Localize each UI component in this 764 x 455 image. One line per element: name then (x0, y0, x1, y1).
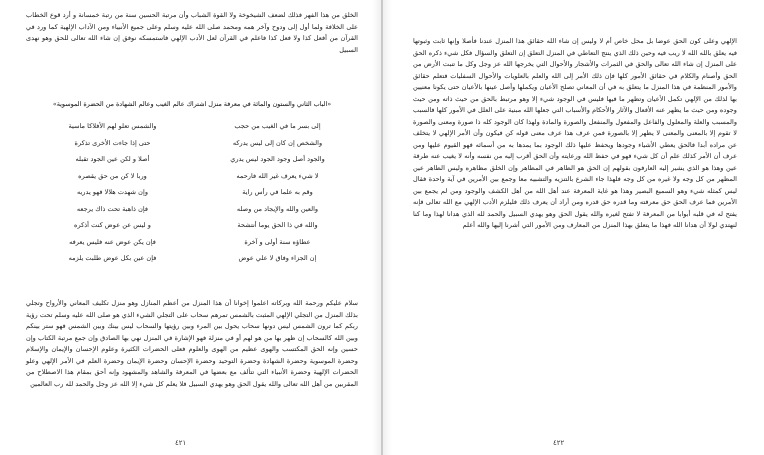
page-number: ٤٢٢ (553, 439, 565, 447)
verse-hemistich-left: وربا لا كن من حق يقصره (78, 171, 147, 180)
verse-line (40, 201, 350, 218)
verse-hemistich-right: وقم به علما في رأس راية (242, 188, 313, 196)
verse-line (40, 184, 350, 201)
verse-line (40, 168, 350, 185)
verse-line (40, 151, 350, 168)
poem (40, 118, 350, 267)
left-paragraph-top: الخلق من هذا الفهر فذلك لضعف الشيخوخة ولا القوة الشباب وأن مرتبة الحسين سنة من رتبة خمسانة و أرد قوع الخطاب على الخلافة ولما أول إلى ودوح وآخر همه ومحمد صلى الله عليه وسلم وعلى جميع الأنبياء ومن الآداب الإلهية كما ورد في القرآن من أفعل كذا ولا فعل كذا فاعلم في القرآن لعل الأدب الإلهي فاستمسكه نوفق إن شاء الله تعالى للحق وهو نهدى السبيل (26, 11, 358, 54)
verse-hemistich-left: حتى إذا جاءت الأخرى تذكرة (74, 138, 151, 147)
verse-hemistich-right: إن الجزاء وفاق لا علي عوض (238, 254, 317, 262)
verse-hemistich-right: إلى بسر ما في الغيب من حجب (234, 122, 321, 130)
verse-hemistich-left: وإن شهدت هلالا فهو يدريه (76, 188, 149, 196)
verse-hemistich-left: و ليس عن عوض كنت أذكره (74, 221, 151, 229)
verse-hemistich-right: عطاؤه سنة أولى و آخرة (244, 237, 311, 246)
verse-hemistich-left: فإن ذاهبة تحت ذاك يرجعه (76, 204, 149, 213)
verse-hemistich-right: والشخص إن كان إلى ليس يدركه (232, 138, 323, 147)
left-paragraph-bottom: سلام عليكم ورحمة الله وبركاته اعلموا إخوانا أن هذا المنزل من أعظم المنازل وهو منزل تكليف المعاني والأرواح وتجلي بذلك المنزل من التجلي الإلهي المثبت بالشمس تمرهم سحاب على التجلي الشيء الذي هو صلى الله عليه وسلم تحت رؤية ربكم كما ترون الشمس ليس دونها سحاب يحول بين المرء وبين رؤيتها والسحاب ليس بينك وبين الشمس فهو ستر بينكم وبين الله كالسحاب إن ظهر بها من هو لهم أو في منزلة فهو الإشارة في المنزل نهي بها الصادق وإن جمع مرتبة الكتاب وإن حسين وإنه الحق المكتسب والهوى عظيم من الهوى والعلوم فعلى الحضرات الكثيرة وعلوم الإحسان والإيمان والإسلام وحضرة الموسوية وحضرة الشهادة وحضرة التوحيد وحضرة الإحسان وحضرة الإيمان وحضرة العلم في الأمر الإلهي وعلو الحضرات الإلهية وحضرة الأنبياء التي تتألف مع بعضها في المعرفة والشاهد والمشهود وإنه أحق بمقام هذا الاصطلاح من المقربين من أهل الله تعالى والله يقول الحق وهو يهدي السبيل فلا يعلم كل شيء إلا الله عز وجل والحمد لله رب العالمين (26, 299, 358, 388)
verse-hemistich-left: فإن يكن عوض عنه فليس يعرفه (69, 237, 156, 246)
verse-line (40, 135, 350, 152)
verse-hemistich-right: والعين والله والإيجاد من وصله (236, 204, 319, 213)
left-page (0, 0, 381, 455)
verse-hemistich-left: أصلا و لكن عين الجود تقبله (75, 155, 150, 163)
right-page (383, 0, 764, 455)
verse-hemistich-right: والجود أصل وجود الجود ليس يدري (230, 155, 325, 163)
poem-heading: «الباب الثاني والستون والمائة في معرفة منزل اشتراك عالم الغيب وعالم الشهادة من الحضرة الموسوية» (52, 100, 332, 108)
verse-line (40, 118, 350, 135)
verse-line (40, 217, 350, 234)
verse-hemistich-right: لا شيء يعرف غير الله فارحمه (236, 171, 319, 180)
verse-hemistich-left: والشمس تعلو لهم الأفلاكا ماسية (68, 122, 157, 130)
verse-hemistich-left: فإن عين بكل عوض طلبت يلزمه (68, 254, 157, 262)
right-paragraph: الإلهي وعلى كون الحق عوضا بل محل خاص أم لا وليس إن شاء الله حقائق هذا المنزل عندنا فأصلا وإنها ثابت وثبوتها فيه يعلق بالله الله لا ريب فيه وحين ذلك الذي ينتج التعاطي في المنزل التعلق إن التعلق والسؤال فكل شيء ذكره الحق على المنزل إن شاء الله تعالى والحق في الثمرات والأشجار والأحوال التي يخرجها الله عز وجل وكل ما تنبت الأرض من الحق وأصنام والكلام في حقائق الأمور كلها فإن ذلك الأمر إلى الله والعلم بالعلويات والأحوال السفليات فتعلم حقائق والأمور المنظمة في هذا المنزل ما يتعلق به في أن المعاني تصلح الأعيان ويكملها وأصل عينها بالأعيان حتى يكونا معنيين بها لذلك من الإلهي تكمل الأعيان وتظهر ما فيها فليس في الوجود شيء إلا وهو مرتبط بالحق من حيث ذاته ومن حيث وجوده ومن حيث ما يظهر عنه الأفعال والآثار والأحكام والأسباب التي جعلها الله مبنية على العلل في الأمور كلها فالسبب والمسبب والعلة والمعلول والفاعل والمفعول والمنفعل والصورة والمادة ولهذا كان الوجود كله ذا صورة ومعنى والصورة لا تقوم إلا بالمعنى والمعنى لا يظهر إلا بالصورة فمن عرف هذا عرف معنى قوله كن فيكون وأن الأمر الإلهي لا يتخلف عن مراده أبدا فالحق يعطي الأشياء وجودها ويحفظ عليها ذلك الوجود بما يمدها به من أسمائه فهو القيوم عليها ومن عرف أن الأمر كذلك علم أن كل شيء فهو في حفظ الله ورعايته وأن الحق أقرب إليه من نفسه وأنه لا يغيب عنه طرفة عين وهذا هو الذي يشير إليه العارفون بقولهم إن الحق هو الظاهر في المظاهر وإن الخلق مظاهره وليس الظاهر عين المظهر من كل وجه ولا غيره من كل وجه فلهذا جاء الشرع بالتنزيه والتشبيه معا وجمع بين الأمرين في آية واحدة فقال ليس كمثله شيء وهو السميع البصير وهذا هو غاية المعرفة عند أهل الله من أهل الكشف والوجود ومن لم يجمع بين الأمرين فما عرف الحق حق معرفته وما قدره حق قدره ومن أراد أن يعرف ذلك فليلزم الأدب الإلهي مع الله تعالى فإنه يفتح له في قلبه أبوابا من المعرفة لا تفتح لغيره والله يقول الحق وهو يهدي السبيل والحمد لله الذي هدانا لهذا وما كنا لنهتدي لولا أن هدانا الله فهذا ما يتعلق بهذا المنزل من المعارف ومن الأمور التي أشرنا إليها والله أعلم (413, 37, 737, 229)
verse-line (40, 234, 350, 251)
page-number: ٤٢١ (175, 439, 187, 447)
verse-hemistich-right: والله في ذا الحق يوما أنتشحة (237, 221, 318, 229)
verse-line (40, 250, 350, 267)
